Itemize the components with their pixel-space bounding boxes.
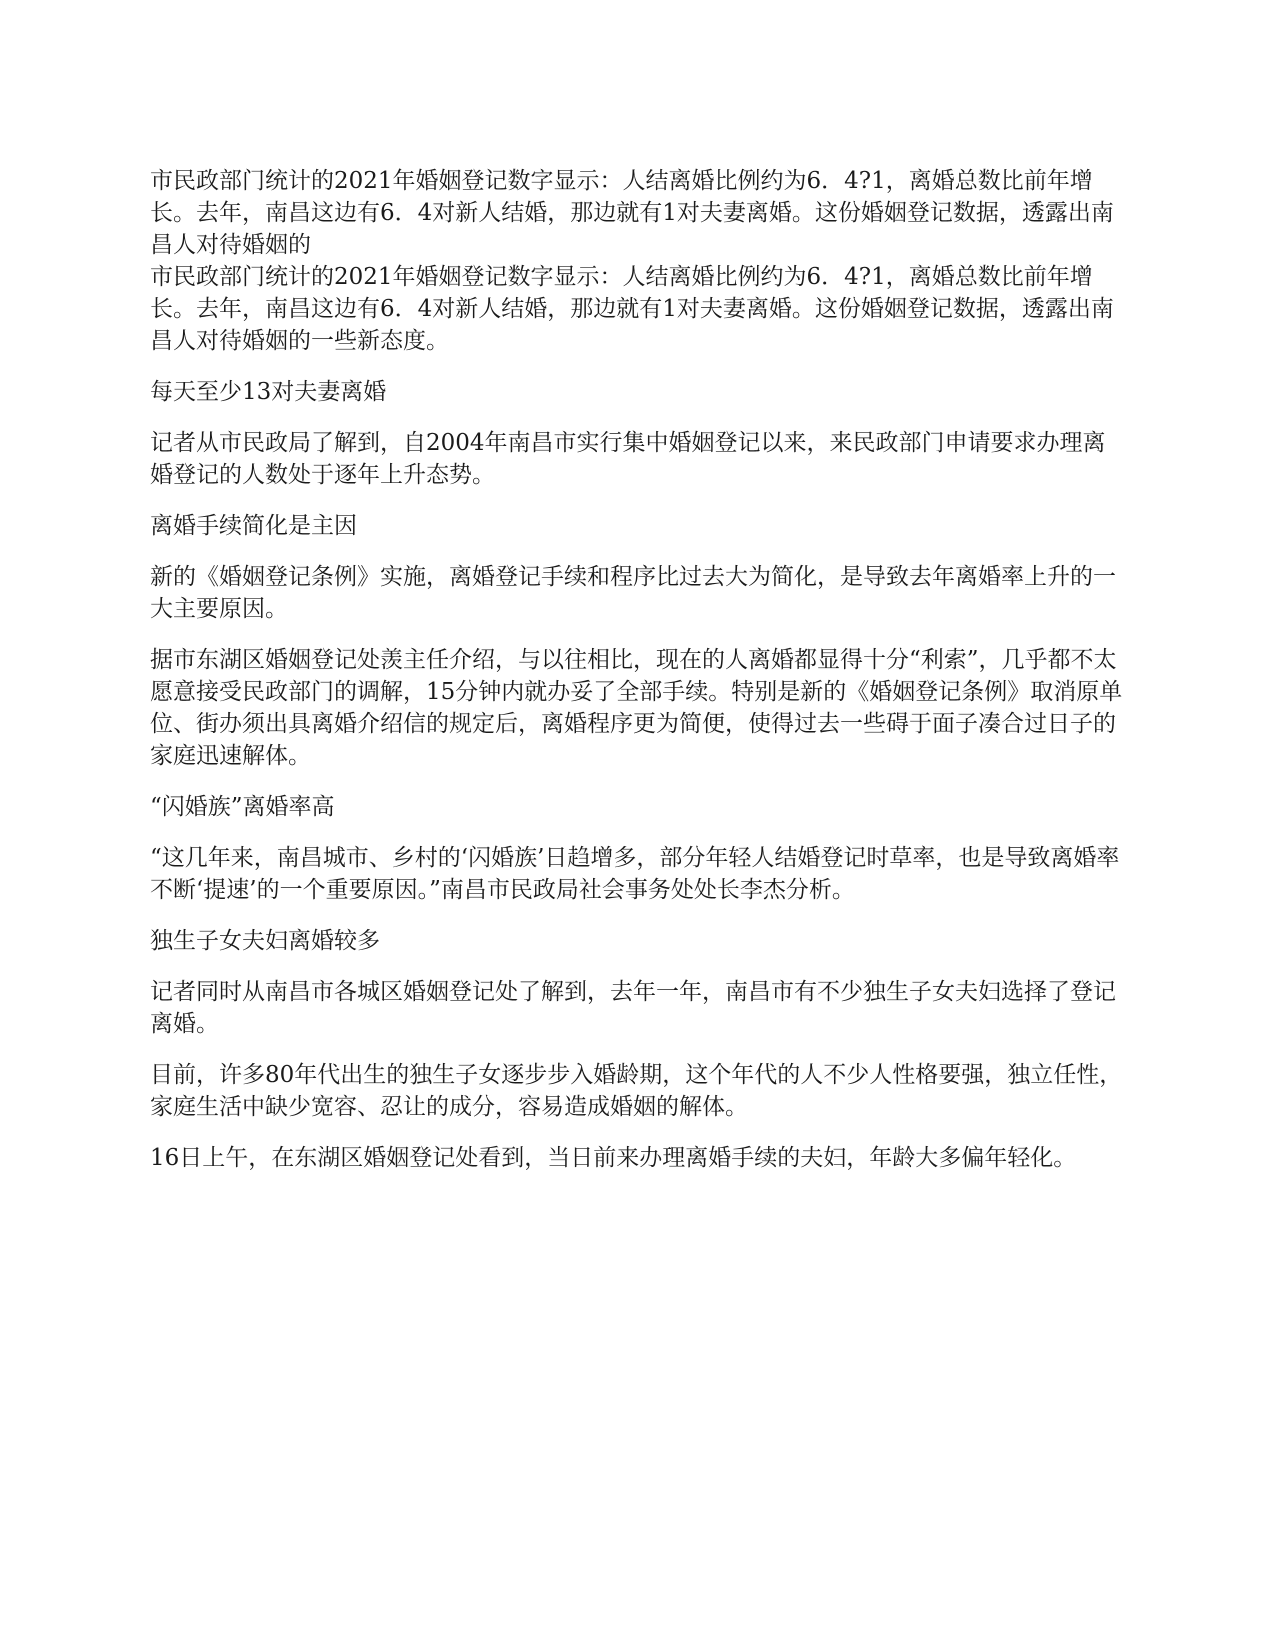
paragraph-new-regulation: 新的《婚姻登记条例》实施，离婚登记手续和程序比过去大为简化，是导致去年离婚率上升的一大主要原因。 (150, 564, 1116, 622)
paragraph-donghu-director: 据市东湖区婚姻登记处羡主任介绍，与以往相比，现在的人离婚都显得十分“利索”，几乎都不太愿意接受民政部门的调解，15分钟内就办妥了全部手续。特别是新的《婚姻登记条例》取消原单位、街办须出具离婚介绍信的规定后，离婚程序更为简便，使得过去一些碍于面子凑合过日子的家庭迅速解体。 (150, 647, 1123, 769)
intro-paragraph: 市民政部门统计的2021年婚姻登记数字显示：人结离婚比例约为6．4?1，离婚总数比前年增长。去年，南昌这边有6．4对新人结婚，那边就有1对夫妻离婚。这份婚姻登记数据，透露出南昌人对待婚姻的一些新态度。 (150, 264, 1114, 354)
section-heading-flash-marriage: “闪婚族”离婚率高 (150, 794, 335, 820)
document-body (150, 165, 1125, 1193)
section-heading-simplified-procedure: 离婚手续简化是主因 (150, 513, 357, 539)
intro-paragraph-truncated: 市民政部门统计的2021年婚姻登记数字显示：人结离婚比例约为6．4?1，离婚总数比前年增长。去年，南昌这边有6．4对新人结婚，那边就有1对夫妻离婚。这份婚姻登记数据，透露出南昌人对待婚姻的 (150, 168, 1114, 258)
paragraph-registration-trend: 记者从市民政局了解到，自2004年南昌市实行集中婚姻登记以来，来民政部门申请要求办理离婚登记的人数处于逐年上升态势。 (150, 430, 1106, 488)
paragraph-only-children-couples: 记者同时从南昌市各城区婚姻登记处了解到，去年一年，南昌市有不少独生子女夫妇选择了登记离婚。 (150, 979, 1116, 1037)
paragraph-80s-generation: 目前，许多80年代出生的独生子女逐步步入婚龄期，这个年代的人不少人性格要强，独立任性，家庭生活中缺少宽容、忍让的成分，容易造成婚姻的解体。 (150, 1062, 1123, 1120)
section-heading-daily-divorces: 每天至少13对夫妻离婚 (150, 379, 387, 405)
paragraph-morning-observation: 16日上午，在东湖区婚姻登记处看到，当日前来办理离婚手续的夫妇，年龄大多偏年轻化。 (150, 1145, 1077, 1171)
section-heading-only-children: 独生子女夫妇离婚较多 (150, 928, 380, 954)
paragraph-flash-marriage-quote: “这几年来，南昌城市、乡村的‘闪婚族’日趋增多，部分年轻人结婚登记时草率，也是导致离婚率不断‘提速’的一个重要原因。”南昌市民政局社会事务处处长李杰分析。 (150, 845, 1120, 903)
